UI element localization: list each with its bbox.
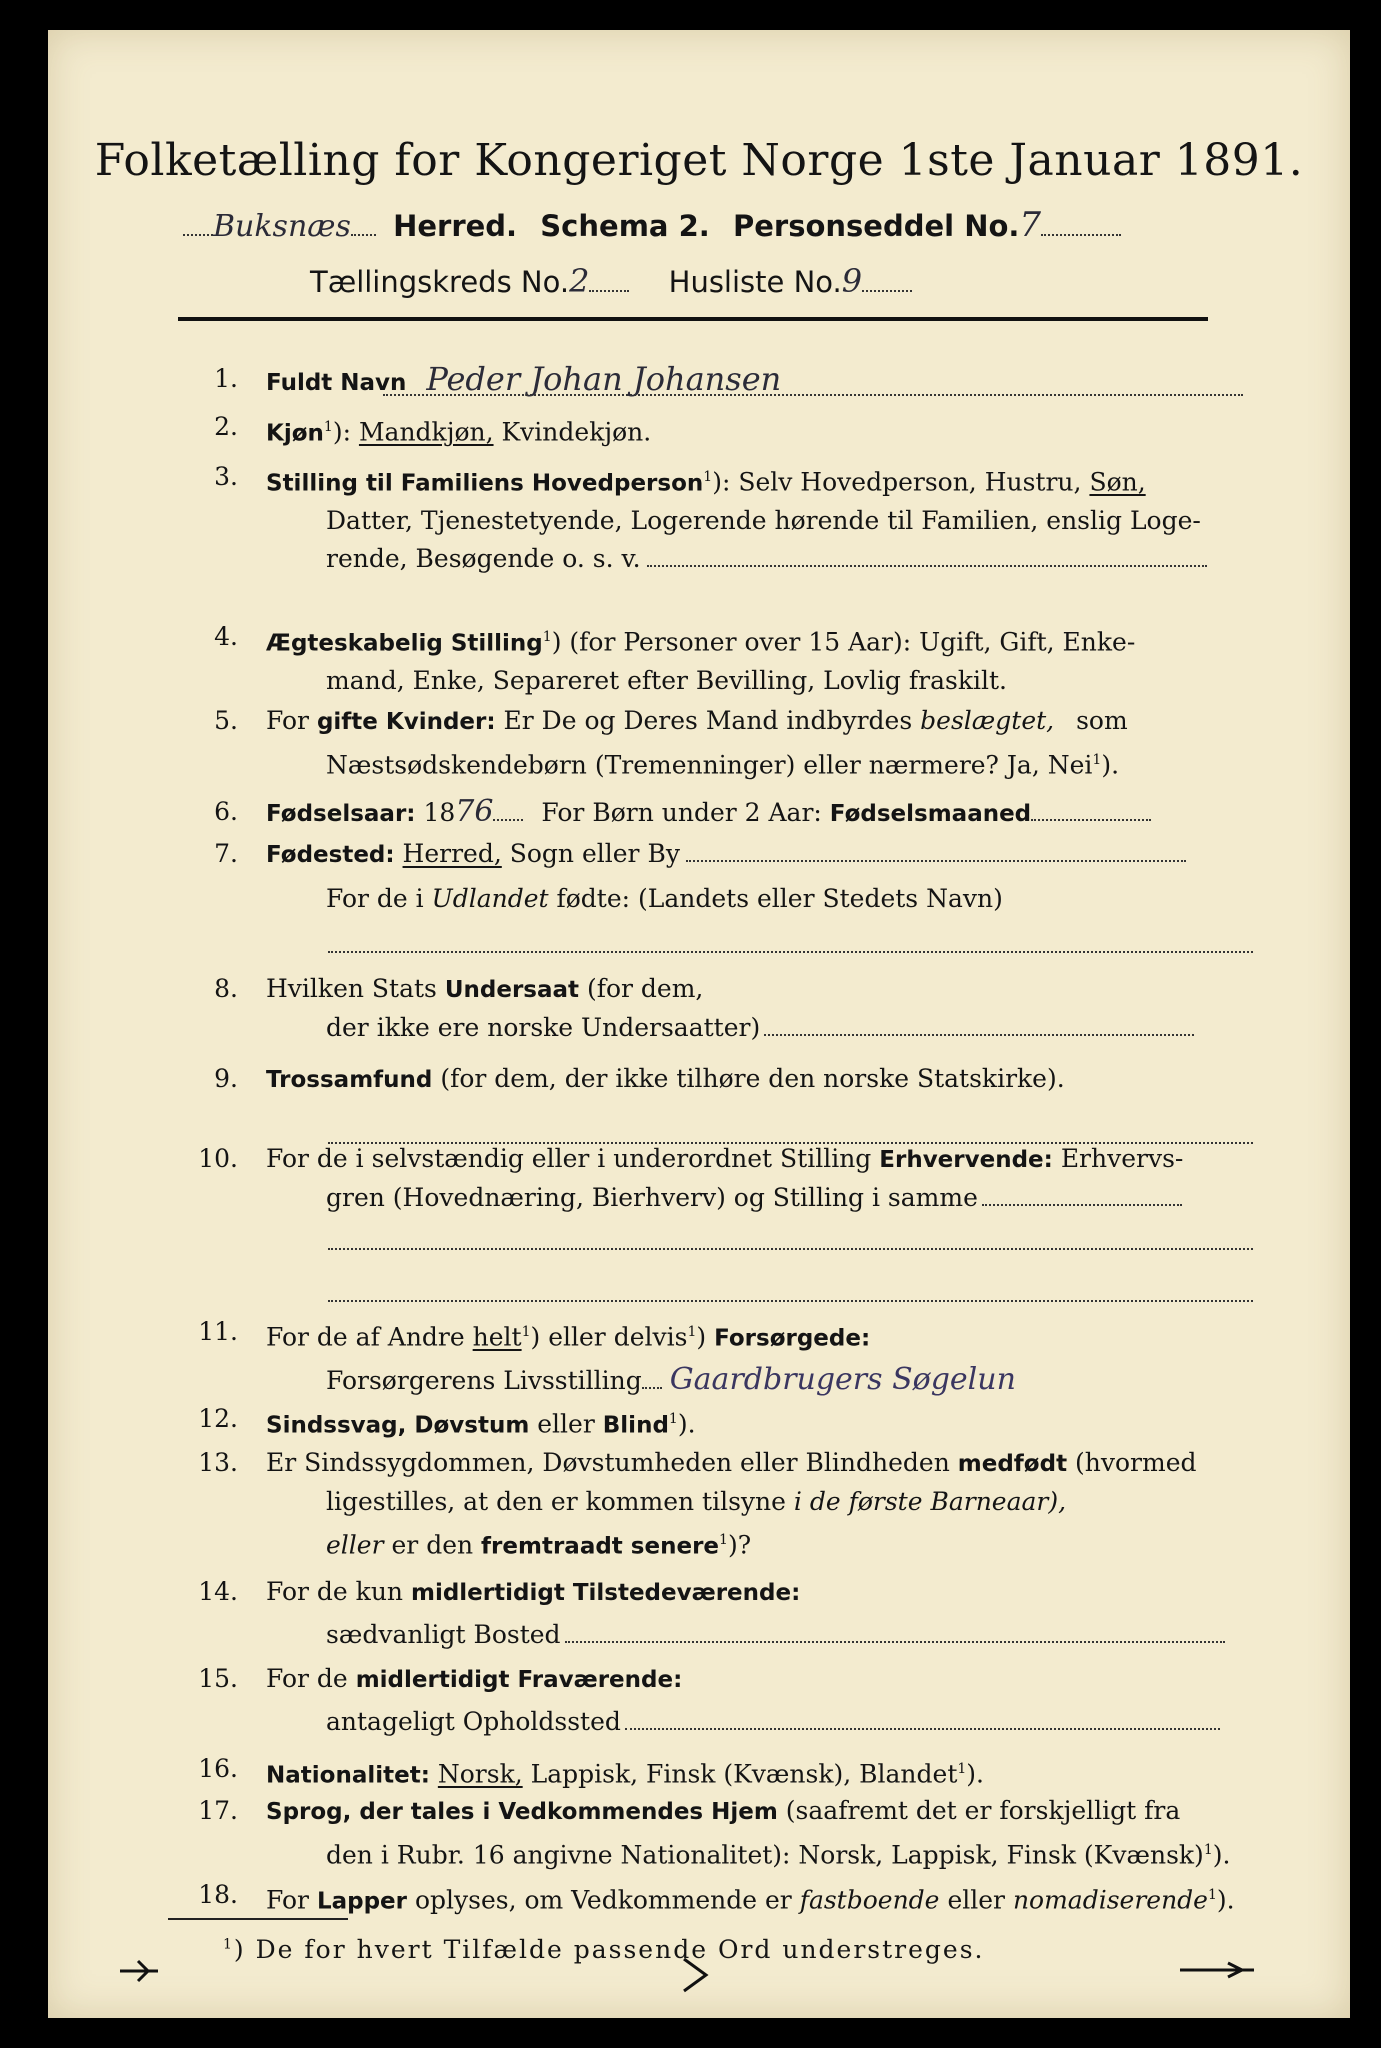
fodested-selected: Herred,	[402, 839, 502, 868]
item-label: Sprog, der tales i Vedkommendes Hjem	[266, 1799, 778, 1825]
item-label: Fødselsmaaned	[829, 801, 1032, 827]
item-text: Er De og Deres Mand indbyrdes	[503, 706, 913, 735]
item-text: (for dem, der ikke tilhøre den norske Statskirke).	[440, 1064, 1065, 1093]
item-number: 2.	[214, 412, 238, 441]
footnote-ref: 1	[1203, 1842, 1213, 1858]
footnote-ref: 1	[957, 1761, 967, 1777]
item-text: Lappisk, Finsk (Kvænsk), Blandet	[530, 1759, 958, 1789]
corner-mark-left	[118, 1955, 168, 1985]
item-text: er den	[391, 1530, 474, 1560]
item-text: antageligt Opholdssted	[326, 1707, 621, 1736]
item-text: eller	[326, 1530, 384, 1560]
item-text: For de	[266, 1664, 348, 1693]
item-number: 18.	[198, 1880, 238, 1909]
item-number: 9.	[214, 1064, 238, 1093]
item-text: rende, Besøgende o. s. v.	[326, 544, 641, 574]
footnote-ref: 1	[521, 1324, 531, 1340]
item-number: 6.	[214, 797, 238, 826]
item-number: 8.	[214, 974, 238, 1003]
item-label: Erhvervende:	[879, 1147, 1053, 1173]
item-text: (for Personer over 15 Aar): Ugift, Gift, Enke-	[569, 627, 1136, 657]
item-number: 14.	[198, 1577, 238, 1606]
item-number: 5.	[214, 706, 238, 735]
footnote-marker: 1	[223, 1936, 234, 1953]
item-number: 7.	[214, 839, 238, 868]
item-label: gifte Kvinder:	[316, 709, 496, 735]
item-text: der ikke ere norske Undersaatter)	[326, 1013, 761, 1042]
item-label: Stilling til Familiens Hovedperson	[266, 470, 704, 497]
birth-year-value: 76	[455, 794, 494, 829]
kjon-selected: Mandkjøn,	[358, 417, 494, 447]
item-label: Lapper	[316, 1888, 407, 1915]
item-label: Ægteskabelig Stilling	[266, 630, 543, 657]
kreds-label: Tællingskreds No.	[310, 265, 570, 299]
census-form-sheet: Folketælling for Kongeriget Norge 1ste Januar 1891. Buksnæs Herred. Schema 2. Personseddel No.7 Tællingskreds No.2 Husliste No.9 1. Fuldt Navn Peder Johan Johansen 2. Kjøn$^1$): Mandkjøn, Kvindekjøn. 3. Stilling til Familiens Hovedperson$^1$): Selv Hovedperson, Hustru, Søn, Datter, Tjenestetyende, Logerende hørende til Familien, enslig Loge- rende, Besøgende o. s. v. 4. Ægteskabelig Stilling$^1$) (for Personer over 15 Aar): Ugift, Gift, Enke- mand, Enke, Separeret efter Bevilling, Lovlig fraskilt. 5. For gifte Kvinder: Er De og Deres Mand indbyrdes beslægtet, som Næstsødskendebørn (Tremenninger) eller nærmere? Ja, Nei$^1$). 6. Fødselsaar: 1876 For Børn under 2 Aar: Fødselsmaaned 7. Fødested: Herred, Sogn eller By For de i Udlandet fødte: (Landets eller Stedets Navn) 8. Hvilken Stats Undersaat (for dem, der ikke ere norske Undersaatter) 9. Trossamfund (for dem, der ikke tilhøre den norske Statskirke). 10. For de i selvstændig eller i underordnet Stilling Erhvervende: Erhvervs- gren (Hovednæring, Bierhverv) og Stilling i samme 11. For de af Andre helt$^1$) eller delvis$^1$) Forsørgede: Forsørgerens Livsstilling Gaardbrugers Søgelun 12. Sindssvag, Døvstum eller Blind$^1$). 13. Er Sindssygdommen, Døvstumheden eller Blindheden medfødt (hvormed ligestilles, at den er kommen tilsyne i de første Barneaar), eller er den fremtraadt senere$^1$)? 14. For de kun midlertidigt Tilstedeværende: sædvanligt Bosted 15. For de midlertidigt Fraværende: antageligt Opholdssted 16. Nationalitet: Norsk, Lappisk, Finsk (Kvænsk), Blandet$^1$). 17. Sprog, der tales i Vedkommendes Hjem (saafremt det er forskjelligt fra den i Rubr. 16 angivne Nationalitet): Norsk, Lappisk, Finsk (Kvænsk)$^1$). 18. For Lapper oplyses, om Vedkommende er fastboende eller nomadiserende$^1$). $^1$) De for hvert Tilfælde passende Ord understreges.	[48, 30, 1350, 2018]
item-label: Trossamfund	[266, 1067, 433, 1093]
item-text: eller	[947, 1885, 1005, 1915]
item-label: Sindssvag, Døvstum	[266, 1412, 530, 1439]
item-text: Er Sindssygdommen, Døvstumheden eller Blindheden	[266, 1448, 950, 1477]
item-text: gren (Hovednæring, Bierhverv) og Stilling i samme	[326, 1183, 978, 1212]
footnote-ref: 1	[719, 1532, 728, 1548]
item-number: 17.	[198, 1796, 238, 1825]
item-number: 16.	[198, 1754, 238, 1783]
item-text: Næstsødskendebørn (Tremenninger) eller nærmere? Ja, Nei	[326, 750, 1093, 780]
item-text: Forsørgerens Livsstilling	[326, 1366, 642, 1396]
item-text: Hvilken Stats	[266, 974, 437, 1003]
item-text: eller delvis	[548, 1322, 688, 1352]
item-label: fremtraadt senere	[481, 1533, 720, 1560]
footnote-rule	[168, 1918, 348, 1920]
item-text: For Børn under 2 Aar:	[541, 798, 822, 827]
item-text: (saafremt det er forskjelligt fra	[785, 1796, 1181, 1825]
item-text: eller	[537, 1409, 595, 1439]
item-label: Fuldt Navn	[266, 370, 407, 396]
herred-label: Herred.	[393, 209, 518, 243]
corner-mark-right	[1178, 1960, 1258, 1980]
item-text: mand, Enke, Separeret efter Bevilling, Lovlig fraskilt.	[326, 666, 1007, 696]
footnote-ref: 1	[542, 629, 552, 645]
item-text: For	[266, 1885, 309, 1915]
item-text: Erhvervs-	[1060, 1144, 1184, 1173]
item-text: For de kun	[266, 1577, 404, 1606]
item-text: i de første Barneaar),	[793, 1487, 1067, 1516]
herred-line	[183, 205, 1263, 245]
item-text: nomadiserende	[1012, 1885, 1208, 1915]
item-label: midlertidigt Tilstedeværende:	[410, 1580, 801, 1606]
item-label: medfødt	[957, 1451, 1068, 1477]
item-1	[183, 360, 1263, 400]
kreds-line	[310, 262, 1210, 300]
forsorget-selected: helt	[472, 1322, 522, 1352]
footnote-ref: 1	[1092, 752, 1102, 768]
item-text: For de af Andre	[266, 1322, 465, 1352]
item-text: For	[266, 706, 309, 735]
item-label: Blind	[602, 1412, 669, 1439]
item-label: Fødselsaar:	[266, 801, 416, 827]
personseddel-no: 7	[1019, 205, 1042, 245]
item-number: 1.	[214, 364, 238, 393]
item-text: fødte: (Landets eller Stedets Navn)	[556, 884, 1003, 913]
personseddel-label: Personseddel No.	[732, 209, 1020, 243]
footnote-ref: 1	[668, 1411, 678, 1427]
item-text: den i Rubr. 16 angivne Nationalitet): Norsk, Lappisk, Finsk (Kvænsk)	[326, 1840, 1204, 1870]
item-label: Nationalitet:	[266, 1762, 430, 1789]
item-label: Undersaat	[444, 977, 580, 1003]
item-number: 13.	[198, 1448, 238, 1477]
footnote-ref: 1	[323, 419, 333, 435]
item-text: sædvanligt Bosted	[326, 1620, 561, 1649]
item-text: For de i	[326, 884, 424, 913]
footnote-ref: 1	[687, 1324, 697, 1340]
item-text: oplyses, om Vedkommende er	[414, 1885, 792, 1915]
item-label: Kjøn	[266, 420, 324, 447]
item-text: Udlandet	[431, 884, 549, 913]
herred-name: Buksnæs	[213, 209, 351, 244]
header-rule	[178, 317, 1208, 321]
full-name-value: Peder Johan Johansen	[426, 360, 782, 398]
husliste-no: 9	[841, 262, 863, 300]
item-number: 4.	[214, 622, 238, 651]
item-text: (for dem,	[586, 974, 704, 1003]
footnote: $^1$) De for hvert Tilfælde passende Ord understreges.	[223, 1935, 985, 1964]
forsorger-value: Gaardbrugers Søgelun	[669, 1362, 1016, 1398]
kjon-option: Kvindekjøn.	[501, 417, 652, 447]
item-text: beslægtet,	[920, 706, 1055, 735]
form-title: Folketælling for Kongeriget Norge 1ste Januar 1891.	[94, 135, 1304, 186]
footnote-ref: 1	[1207, 1887, 1217, 1903]
item-text: fastboende	[799, 1885, 940, 1915]
item-text: (hvormed	[1075, 1448, 1197, 1477]
year-prefix: 18	[423, 798, 456, 827]
item-number: 11.	[198, 1317, 238, 1346]
item-text: For de i selvstændig eller i underordnet Stilling	[266, 1144, 872, 1173]
footnote-text: De for hvert Tilfælde passende Ord understreges.	[255, 1935, 985, 1964]
item-text: som	[1076, 706, 1128, 735]
item-text: Sogn eller By	[509, 839, 680, 868]
stilling-selected: Søn,	[1089, 467, 1146, 497]
item-label: Forsørgede:	[714, 1325, 871, 1352]
item-number: 12.	[198, 1404, 238, 1433]
item-number: 10.	[198, 1144, 238, 1173]
kreds-no: 2	[569, 262, 590, 300]
item-text: Selv Hovedperson, Hustru,	[738, 467, 1082, 497]
husliste-label: Husliste No.	[668, 265, 842, 299]
item-number: 15.	[198, 1664, 238, 1693]
item-label: Fødested:	[266, 842, 395, 868]
corner-mark-center	[678, 1955, 718, 1995]
nationalitet-selected: Norsk,	[437, 1759, 523, 1789]
item-text: Datter, Tjenestetyende, Logerende hørende til Familien, enslig Loge-	[326, 506, 1201, 536]
schema-label: Schema 2.	[540, 209, 710, 243]
item-number: 3.	[214, 462, 238, 491]
footnote-ref: 1	[703, 469, 713, 485]
item-text: ligestilles, at den er kommen tilsyne	[326, 1487, 786, 1516]
item-label: midlertidigt Fraværende:	[355, 1667, 683, 1693]
